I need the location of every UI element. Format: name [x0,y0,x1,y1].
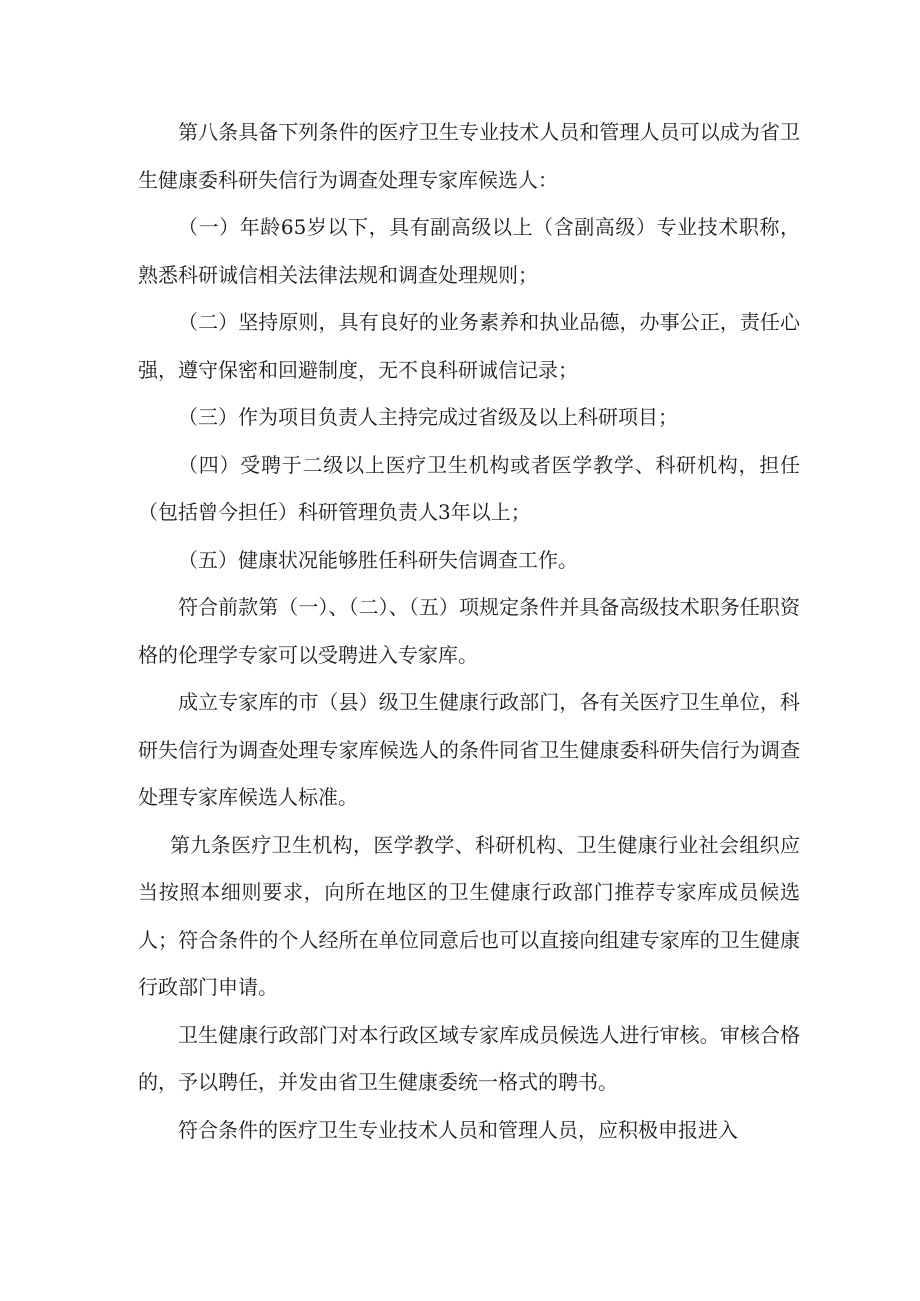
paragraph-article-9: 第九条医疗卫生机构，医学教学、科研机构、卫生健康行业社会组织应当按照本细则要求，向所在地区的卫生健康行政部门推荐专家库成员候选人；符合条件的个人经所在单位同意后也可以直接向组建专家库的卫生健康行政部门申请。 [138,832,800,999]
paragraph-item-4: （四）受聘于二级以上医疗卫生机构或者医学教学、科研机构，担任（包括曾今担任）科研管理负责人3年以上； [138,452,800,524]
paragraph-item-2: （二）坚持原则，具有良好的业务素养和执业品德，办事公正，责任心强，遵守保密和回避制度，无不良科研诚信记录； [138,310,800,382]
paragraph-item-3: （三）作为项目负责人主持完成过省级及以上科研项目； [178,405,678,429]
paragraph-item-5: （五）健康状况能够胜任科研失信调查工作。 [178,547,578,572]
paragraph-local-libraries: 成立专家库的市（县）级卫生健康行政部门，各有关医疗卫生单位，科研失信行为调查处理专家库候选人的条件同省卫生健康委科研失信行为调查处理专家库候选人标准。 [138,690,800,809]
document-body [138,109,800,1154]
paragraph-ethics-experts: 符合前款第（一）、（二）、（五）项规定条件并具备高级技术职务任职资格的伦理学专家可以受聘进入专家库。 [138,595,800,667]
paragraph-item-1: （一）年龄65岁以下，具有副高级以上（含副高级）专业技术职称，熟悉科研诚信相关法律法规和调查处理规则； [138,215,800,287]
paragraph-review: 卫生健康行政部门对本行政区域专家库成员候选人进行审核。审核合格的，予以聘任，并发由省卫生健康委统一格式的聘书。 [138,1022,800,1094]
paragraph-application: 符合条件的医疗卫生专业技术人员和管理人员，应积极申报进入 [178,1117,738,1142]
paragraph-article-8: 第八条具备下列条件的医疗卫生专业技术人员和管理人员可以成为省卫生健康委科研失信行为调查处理专家库候选人： [138,120,800,192]
